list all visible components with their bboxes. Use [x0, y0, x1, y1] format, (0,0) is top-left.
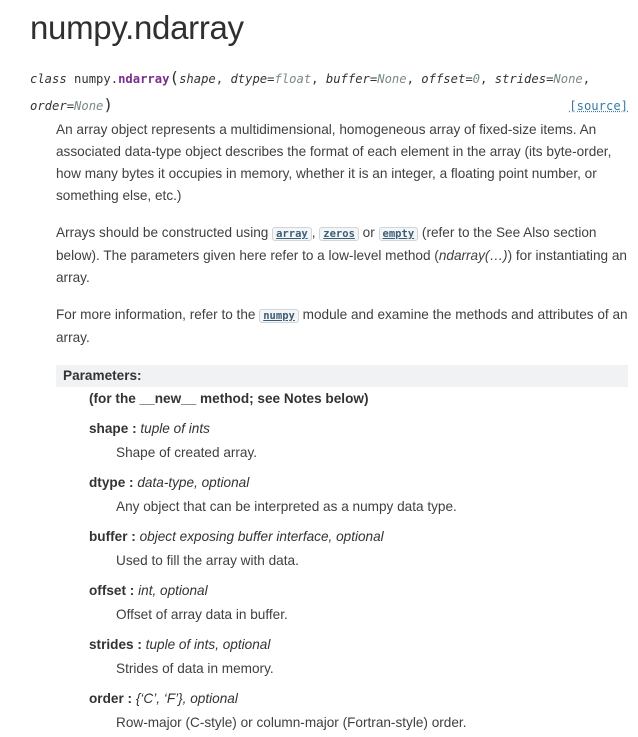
sig-default: None — [553, 72, 583, 86]
doc-body — [56, 119, 628, 734]
sig-arg: offset — [421, 72, 466, 86]
param-type: data-type, optional — [137, 475, 250, 490]
separator: : — [126, 583, 139, 598]
sig-default: None — [377, 72, 407, 86]
sig-arg: order — [30, 99, 67, 113]
param-type: tuple of ints — [140, 421, 210, 436]
sig-default: None — [74, 99, 104, 113]
param-type: tuple of ints, optional — [145, 637, 271, 652]
sig-keyword: class — [30, 72, 67, 86]
text: Arrays should be constructed using — [56, 225, 273, 240]
page-title: numpy.ndarray — [30, 9, 244, 46]
sig-default: float — [274, 72, 312, 86]
numpy-link[interactable]: numpy — [259, 309, 299, 323]
param-type: object exposing buffer interface, optional — [139, 529, 384, 544]
text: For more information, refer to the — [56, 307, 260, 322]
parameters-note: (for the __new__ method; see Notes below) — [89, 391, 369, 406]
constructors-paragraph — [56, 222, 628, 289]
param-name: offset — [89, 583, 127, 598]
param-offset — [89, 580, 628, 602]
param-desc: Offset of array data in buffer. — [116, 607, 288, 622]
param-buffer — [89, 526, 628, 548]
sig-arg: dtype — [230, 72, 268, 86]
param-type: int, optional — [138, 583, 208, 598]
more-info-paragraph — [56, 304, 628, 349]
param-dtype — [89, 472, 628, 494]
text: (refer to the See Also section below). The parameters given here refer to a low-level method ( — [56, 225, 597, 263]
description-paragraph: An array object represents a multidimensional, homogeneous array of fixed-size items. An associated data-type object describes the format of each element in the array (its byte-order, how many bytes it occupies in memory, whether it is an integer, a floating point number, or something else, etc.) — [56, 122, 612, 203]
param-desc: Row-major (C-style) or column-major (Fortran-style) order. — [116, 715, 467, 730]
text: module and examine the methods and attributes of an array. — [56, 307, 628, 345]
param-name: order — [89, 691, 124, 706]
param-name: dtype — [89, 475, 126, 490]
separator: : — [123, 691, 136, 706]
sig-arg: buffer — [325, 72, 370, 86]
parameters-list — [56, 388, 628, 734]
source-link[interactable]: [source] — [569, 99, 628, 113]
text: or — [358, 225, 379, 240]
param-name: buffer — [89, 529, 128, 544]
param-desc: Shape of created array. — [116, 445, 258, 460]
param-strides — [89, 634, 628, 656]
text: ) for instantiating an array. — [56, 248, 627, 285]
param-name: strides — [89, 637, 134, 652]
zeros-link[interactable]: zeros — [319, 227, 359, 241]
separator: : — [127, 529, 140, 544]
param-desc: Used to fill the array with data. — [116, 553, 299, 568]
separator: : — [133, 637, 146, 652]
text: , — [311, 225, 320, 240]
sig-default: 0 — [472, 72, 480, 86]
param-desc: Any object that can be interpreted as a numpy data type. — [116, 499, 457, 514]
separator: : — [125, 475, 138, 490]
sig-arg: shape — [179, 72, 216, 86]
param-desc: Strides of data in memory. — [116, 661, 274, 676]
param-type: {‘C’, ‘F’}, optional — [135, 691, 238, 706]
ndarray-emphasis: ndarray(…) — [438, 248, 508, 263]
param-name: shape — [89, 421, 129, 436]
param-shape — [89, 418, 628, 440]
sig-name: ndarray — [118, 72, 170, 86]
separator: : — [128, 421, 141, 436]
parameters-header: Parameters: — [56, 365, 628, 387]
empty-link[interactable]: empty — [379, 227, 419, 241]
array-link[interactable]: array — [272, 227, 312, 241]
sig-module: numpy. — [74, 72, 119, 86]
param-order — [89, 688, 628, 710]
class-signature: class numpy.ndarray(shape, dtype=float, buffer=None, offset=0, strides=None, order=None) [source] — [30, 65, 630, 119]
sig-arg: strides — [494, 72, 547, 86]
